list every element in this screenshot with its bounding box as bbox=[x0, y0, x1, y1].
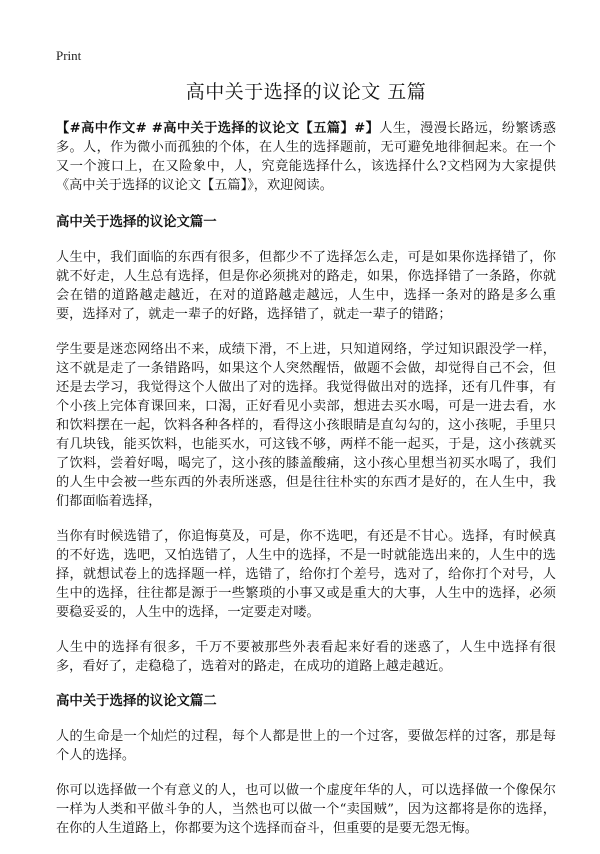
intro-paragraph bbox=[56, 119, 556, 195]
section-heading-2: 高中关于选择的议论文篇二 bbox=[56, 693, 217, 709]
document-title: 高中关于选择的议论文 五篇 bbox=[185, 81, 427, 103]
section-1-paragraph-2: 学生要是迷恋网络出不来，成绩下滑，不上进，只知道网络，学过知识跟没学一样，这不就是走了一条错路吗，如果这个人突然醒悟，做题不会做，却觉得自己不会，但还是去学习，我觉得这个人做出了对的选择。我觉得做出对的选择，还有几件事，有个小孩上完体育课回来，口渴，正好看见小卖部，想进去买水喝，可是一进去看，水和饮料摆在一起，饮料各种各样的，看得这小孩眼睛是直勾勾的，这小孩呢，手里只有几块钱，能买饮料，也能买水，可这钱不够，两样不能一起买，于是，这小孩就买了饮料，尝着好喝，喝完了，这小孩的膝盖酸痛，这小孩心里想当初买水喝了，我们的人生中会被一些东西的外表所迷惑，但是往往朴实的东西才是好的，在人生中，我们都面临着选择， bbox=[56, 342, 556, 509]
section-1-paragraph-4: 人生中的选择有很多，千万不要被那些外表看起来好看的迷惑了，人生中选择有很多，看好了，走稳稳了，选着对的路走，在成功的道路上越走越近。 bbox=[56, 640, 556, 674]
section-1-paragraph-1: 人生中，我们面临的东西有很多，但都少不了选择怎么走，可是如果你选择错了，你就不好走，人生总有选择，但是你必须挑对的路走，如果，你选择错了一条路，你就会在错的道路越走越近，在对的道路越走越远，人生中，选择一条对的路是多么重要，选择对了，就走一辈子的好路，选择错了，就走一辈子的错路； bbox=[56, 250, 556, 322]
print-label: Print bbox=[56, 48, 82, 63]
section-1-paragraph-3: 当你有时候选错了，你追悔莫及，可是，你不选吧，有还是不甘心。选择，有时候真的不好选，选吧，又怕选错了，人生中的选择，不是一时就能选出来的，人生中的选择，就想试卷上的选择题一样，选错了，给你打个差号，选对了，给你打个对号，人生中的选择，往往都是源于一些繁琐的小事又或是重大的大事，人生中的选择，必须要稳妥妥的，人生中的选择，一定要走对喽。 bbox=[56, 529, 556, 620]
intro-text: 人生，漫漫长路远，纷繁诱惑多。人，作为微小而孤独的个体，在人生的选择题前，无可避免地徘徊起来。在一个又一个渡口上，在又险象中，人，究竟能选择什么，该选择什么?文档网为大家提供《高中关于选择的议论文【五篇】》，欢迎阅读。 bbox=[56, 121, 556, 193]
document-body bbox=[56, 119, 556, 854]
section-2-paragraph-1: 人的生命是一个灿烂的过程，每个人都是世上的一个过客，要做怎样的过客，那是每个人的选择。 bbox=[56, 729, 556, 763]
section-heading-1: 高中关于选择的议论文篇一 bbox=[56, 214, 217, 230]
intro-tag: 【#高中作文# #高中关于选择的议论文【五篇】#】 bbox=[56, 121, 380, 136]
section-2-paragraph-2: 你可以选择做一个有意义的人，也可以做一个虚度年华的人，可以选择做一个像保尔一样为人类和平做斗争的人，当然也可以做一个“卖国贼”，因为这都将是你的选择，在你的人生道路上，你都要为这个选择而奋斗，但重要的是要无怨无悔。 bbox=[56, 783, 556, 836]
